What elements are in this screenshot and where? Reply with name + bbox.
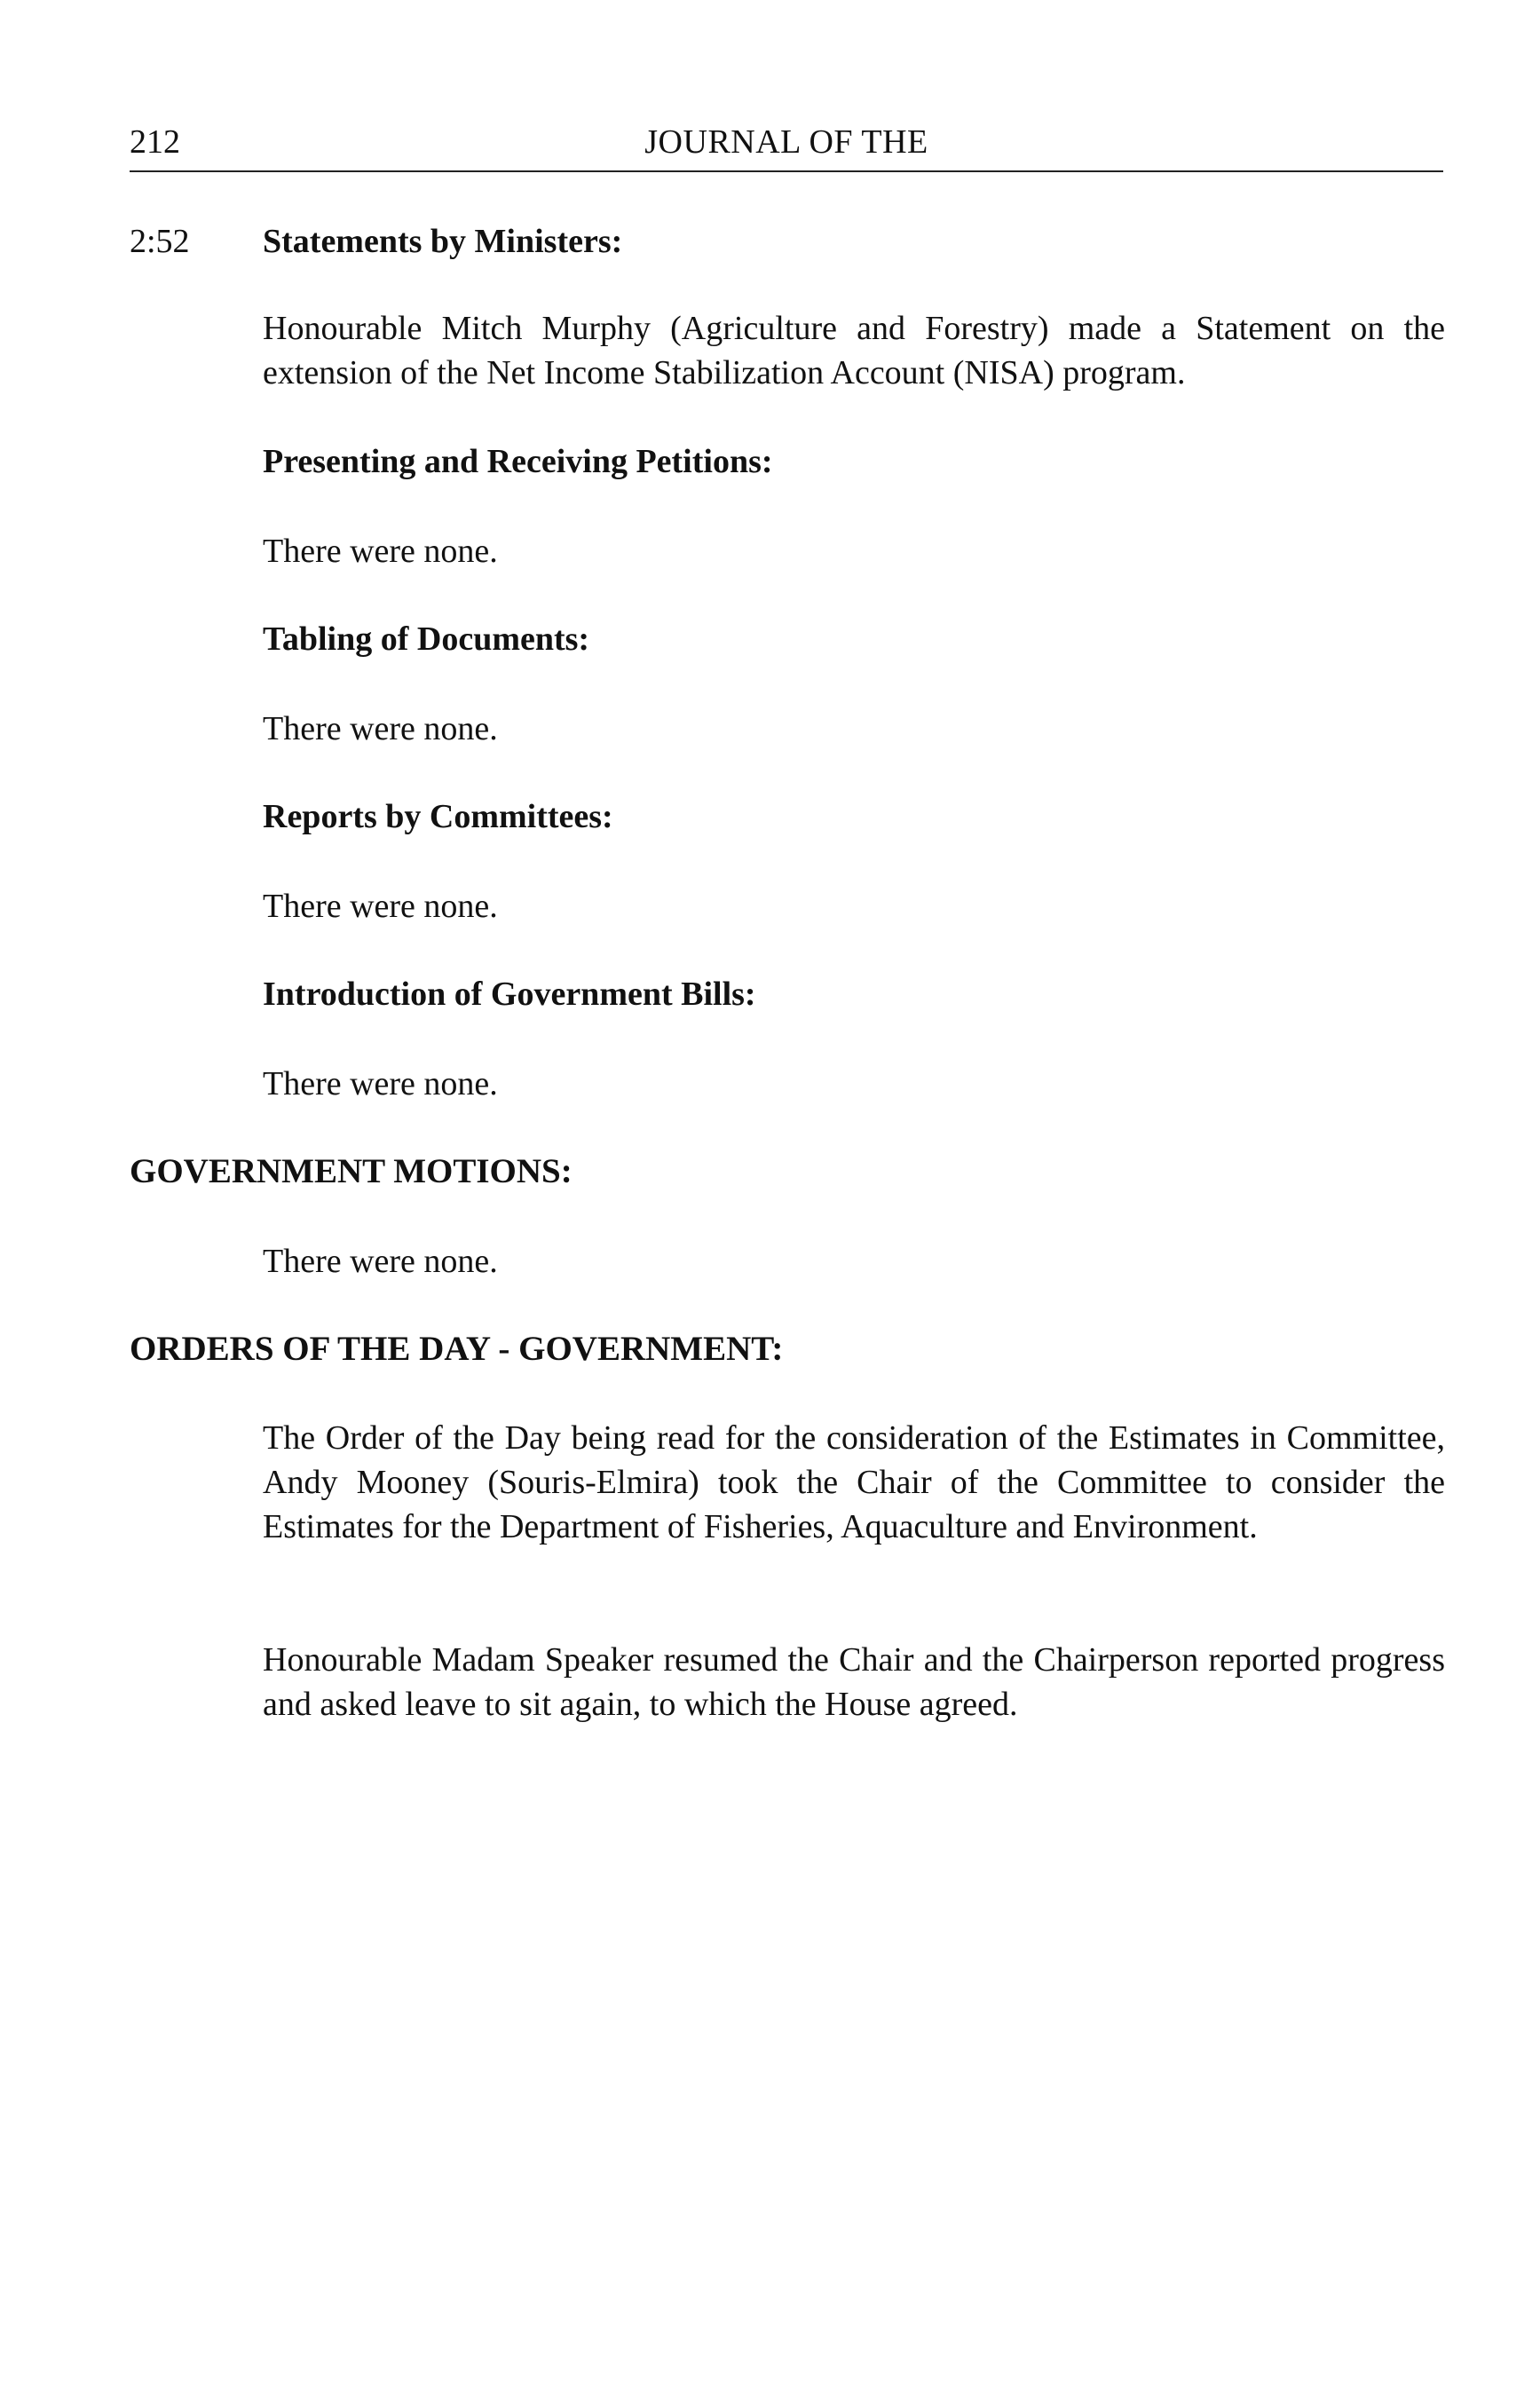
bills-text: There were none.	[263, 1065, 498, 1102]
statements-text: Honourable Mitch Murphy (Agriculture and Forestry) made a Statement on the extension of the Net Income Stabilization Account (NISA) program.	[263, 310, 1445, 391]
speaker-text: Honourable Madam Speaker resumed the Chair and the Chairperson reported progress and asked leave to sit again, to which the House agreed.	[263, 1641, 1445, 1723]
page-number: 212	[130, 123, 180, 161]
petitions-heading: Presenting and Receiving Petitions:	[263, 443, 773, 480]
journal-title: JOURNAL OF THE	[644, 123, 928, 161]
running-header	[130, 122, 1443, 172]
statements-heading: Statements by Ministers:	[263, 223, 623, 260]
tabling-heading: Tabling of Documents:	[263, 620, 590, 658]
orders-of-the-day-heading: ORDERS OF THE DAY - GOVERNMENT:	[130, 1330, 784, 1368]
petitions-text: There were none.	[263, 533, 498, 570]
tabling-text: There were none.	[263, 710, 498, 747]
bills-heading: Introduction of Government Bills:	[263, 976, 756, 1013]
government-motions-text: There were none.	[263, 1243, 498, 1280]
orders-of-the-day-text: The Order of the Day being read for the consideration of the Estimates in Committee, Andy Mooney (Souris-Elmira) took the Chair of the Committee to consider the Estimates for the Department of Fisheries, Aquaculture and Environment.	[263, 1419, 1445, 1545]
time-stamp: 2:52	[130, 223, 190, 260]
government-motions-heading: GOVERNMENT MOTIONS:	[130, 1152, 573, 1190]
committees-heading: Reports by Committees:	[263, 798, 613, 835]
committees-text: There were none.	[263, 888, 498, 925]
